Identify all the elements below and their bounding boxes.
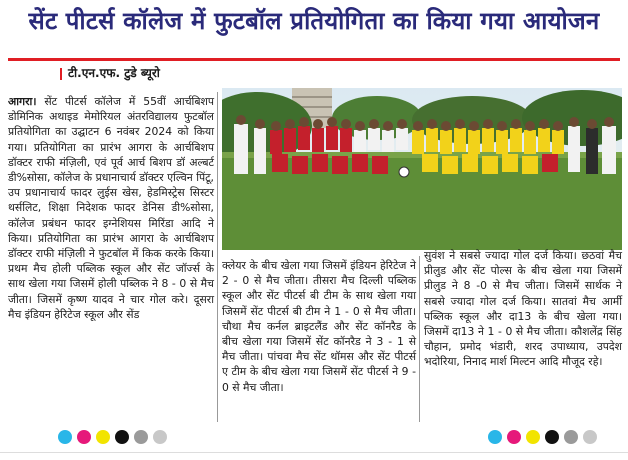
page-bottom-rule [0,452,628,453]
registration-marks-right [488,430,597,444]
byline-text: टी.एन.एफ. टुडे ब्यूरो [68,66,160,80]
cyan-mark [58,430,72,444]
column-3-text: सुवंश ने सबसे ज्यादा गोल दर्ज किया। छठवां मैच प्रीलुड और सेंट पोल्स के बीच खेला गया जिसमें प्रीलुड ने 8 -0 से मैच जीता। जिसमें सार्थक ने सबसे ज्यादा गोल दर्ज किया। सातवां मैच आर्मी पब्लिक स्कूल और दा13 के बीच खेला गया। जिसमें दा13 ने 1 - 0 से मैच जीता। कौशलेंद्र सिंह चौहान, प्रमोद भंडारी, शरद उपाध्याय, उपदेश भदोरिया, निनाद मार्श मिल्टन आदि मौजूद रहे। [424,249,622,369]
dateline: आगरा। [8,95,37,108]
photo-illustration [222,88,622,250]
headline-rule [8,58,620,61]
article-column-1 [8,94,214,322]
registration-marks-left [58,430,167,444]
magenta-mark [507,430,521,444]
headline: सेंट पीटर्स कॉलेज में फुटबॉल प्रतियोगिता का किया गया आयोजन [28,7,600,35]
column-1-text: सेंट पीटर्स कॉलेज में 55वीं आर्चबिशप डोमिनिक अथाइड मेमोरियल अंतरविद्यालय फुटबॉल प्रतियोगिता का उद्घाटन 6 नवंबर 2024 को किया गया। प्रतियोगिता का प्रारंभ आगरा के आर्चबिशप डॉक्टर राफी मंज़िली, एवं पूर्व आर्च बिशप डॉ अल्बर्ट डी%सोसा, कॉलेज के प्रधानाचार्य डॉक्टर एल्विन पिंटू, उप प्रधानाचार्य फादर लुईस खेस, हेडमिस्ट्रेस सिस्टर थर्सलिट, शिक्षा निदेशक फादर डेनिस डी%सोसा, कॉलेज प्रबंधन फादर इग्नेशियस मिरिंडा आदि ने किया। प्रतियोगिता का प्रारंभ आगरा के आर्चबिशप डॉक्टर राफी मंज़िली ने फुटबॉल में किक करके किया। प्रथम मैच होली पब्लिक स्कूल और सेंट जॉर्ज्स के साथ खेला गया जिसमें होली पब्लिक ने 8 - 0 से मैच जीता। जिसमें कृष्ण यादव ने चार गोल करे। दूसरा मैच इंडियन हेरिटेज स्कूल और सेंड [8,95,214,321]
cyan-mark [488,430,502,444]
column-divider [217,92,218,422]
byline [60,64,160,81]
article-column-3 [424,248,622,370]
byline-bar [60,68,62,80]
yellow-mark [96,430,110,444]
magenta-mark [77,430,91,444]
gray-mark [134,430,148,444]
black-mark [115,430,129,444]
team-photo [222,88,622,250]
article-column-2 [222,258,416,395]
yellow-mark [526,430,540,444]
light-gray-mark [583,430,597,444]
gray-mark [564,430,578,444]
column-divider [419,256,420,422]
column-2-text: क्लेयर के बीच खेला गया जिसमें इंडियन हेरिटेज ने 2 - 0 से मैच जीता। तीसरा मैच दिल्ली पब्लिक स्कूल और सेंट पीटर्स बी टीम के साथ खेला गया जिसमें सेंट पीटर्स बी टीम ने 1 - 0 से मैच जीता। चौथा मैच कर्नल ब्राइटलैंड और सेंट कॉनरैड के बीच खेला गया जिसमें सेंट कॉनरैड ने 3 - 1 से मैच जीता। पांचवा मैच सेंट थॉमस और सेंट पीटर्स ए टीम के बीच खेला गया जिसमें सेंट पीटर्स ने 9 - 0 से मैच जीता। [222,259,416,394]
black-mark [545,430,559,444]
light-gray-mark [153,430,167,444]
